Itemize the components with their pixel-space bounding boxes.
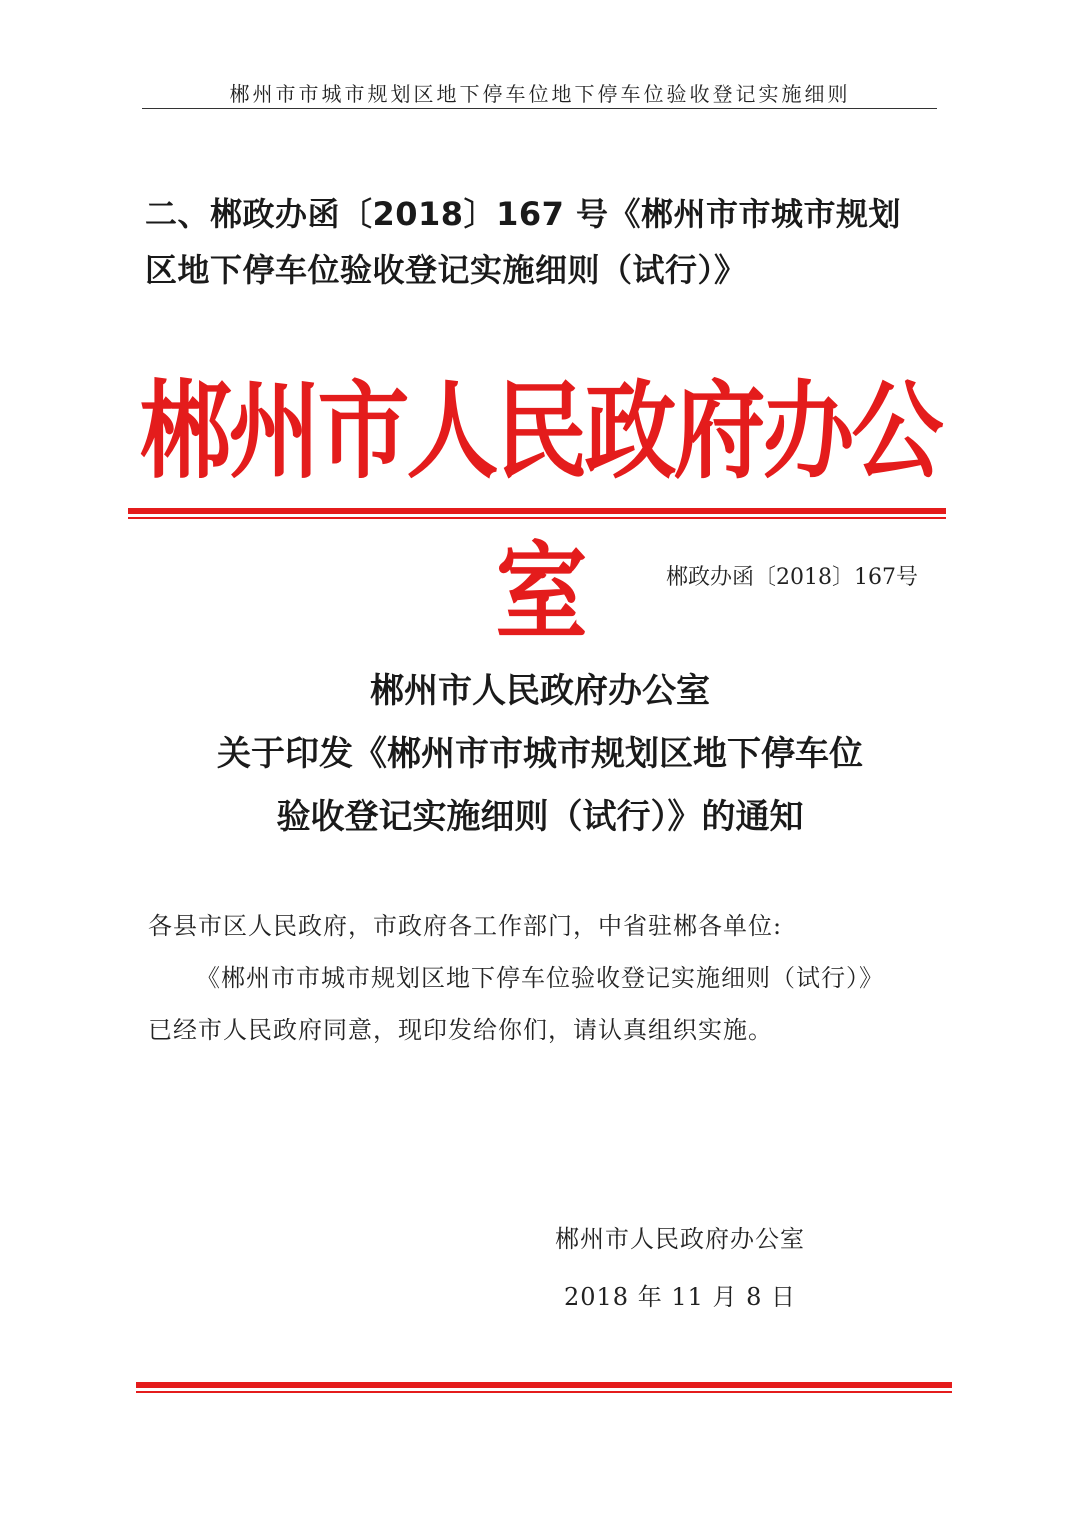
running-header: 郴州市市城市规划区地下停车位地下停车位验收登记实施细则 — [229, 82, 851, 106]
signature-block — [480, 1210, 880, 1326]
notice-body — [148, 900, 938, 1056]
header-rule — [142, 108, 937, 109]
notice-title-line-3: 验收登记实施细则（试行）》的通知 — [276, 797, 804, 837]
signature-issuer: 郴州市人民政府办公室 — [555, 1225, 805, 1253]
section-heading — [145, 186, 945, 298]
notice-title-line-2: 关于印发《郴州市市城市规划区地下停车位 — [217, 734, 863, 774]
signature-date: 2018 年 11 月 8 日 — [563, 1283, 797, 1311]
red-divider-top — [128, 508, 946, 519]
document-number: 郴政办函〔2018〕167号 — [666, 565, 918, 590]
section-heading-line-2: 区地下停车位验收登记实施细则（试行）》 — [145, 251, 747, 289]
salutation: 各县市区人民政府，市政府各工作部门，中省驻郴各单位: — [148, 912, 783, 940]
issuer-banner: 郴州市人民政府办公室 — [139, 370, 941, 655]
body-paragraph-line-1: 《郴州市市城市规划区地下停车位验收登记实施细则（试行）》 — [196, 964, 884, 992]
body-paragraph-line-2: 已经市人民政府同意，现印发给你们，请认真组织实施。 — [148, 1016, 773, 1044]
red-divider-bottom — [136, 1382, 952, 1393]
section-heading-line-1: 二、郴政办函〔2018〕167 号《郴州市市城市规划 — [145, 195, 902, 233]
notice-title-line-1: 郴州市人民政府办公室 — [370, 671, 710, 711]
notice-title — [100, 660, 980, 849]
